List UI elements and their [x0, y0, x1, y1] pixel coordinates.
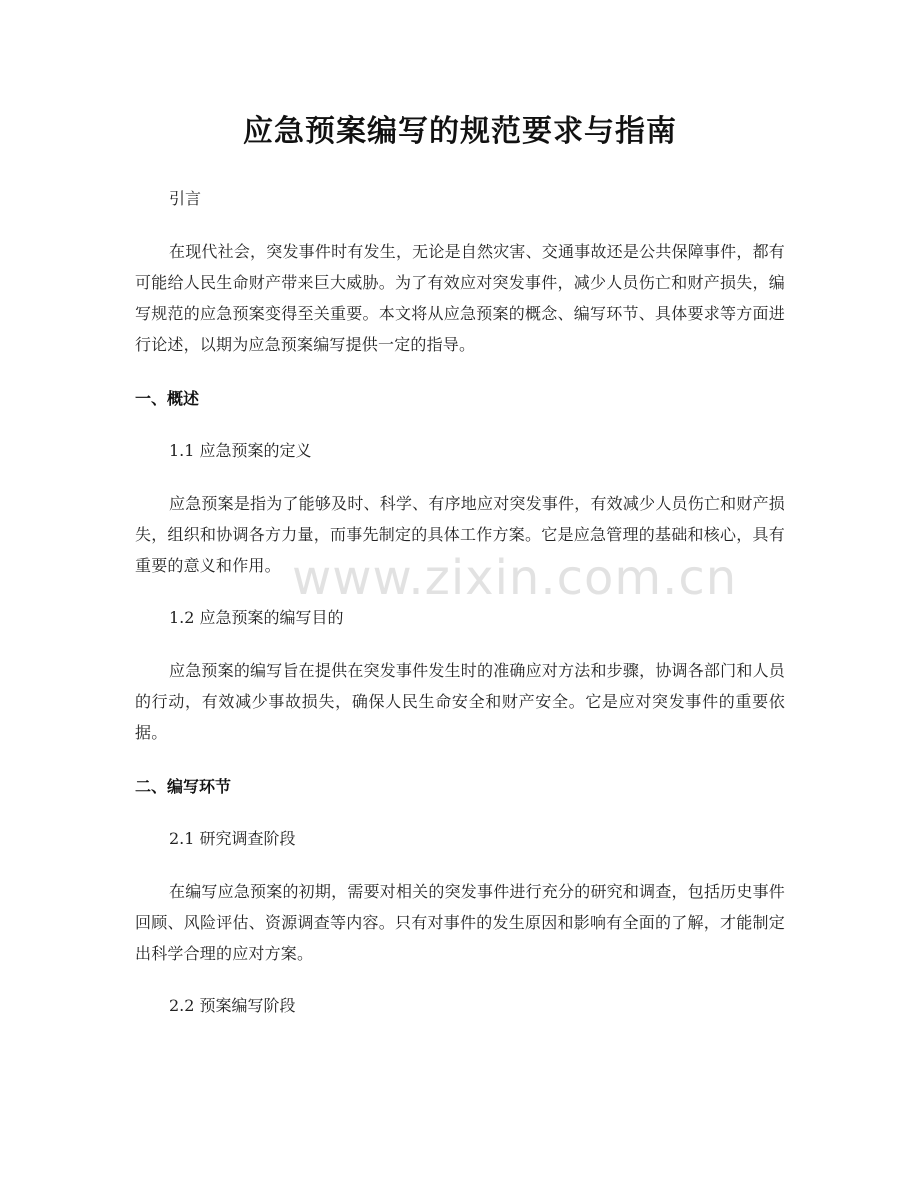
watermark-text: www.zixin.com.cn [292, 550, 738, 606]
intro-paragraph: 在现代社会，突发事件时有发生，无论是自然灾害、交通事故还是公共保障事件，都有可能给人民生命财产带来巨大威胁。为了有效应对突发事件，减少人员伤亡和财产损失，编写规范的应急预案变得至关重要。本文将从应急预案的概念、编写环节、具体要求等方面进行论述，以期为应急预案编写提供一定的指导。 [135, 242, 785, 354]
subsection-heading-2-2: 2.2 预案编写阶段 [169, 996, 296, 1015]
intro-label: 引言 [169, 189, 202, 208]
subsection-heading-1-2: 1.2 应急预案的编写目的 [169, 608, 344, 627]
subsection-heading-1-1: 1.1 应急预案的定义 [169, 441, 312, 460]
paragraph-2-1: 在编写应急预案的初期，需要对相关的突发事件进行充分的研究和调查，包括历史事件回顾、风险评估、资源调查等内容。只有对事件的发生原因和影响有全面的了解，才能制定出科学合理的应对方案。 [135, 882, 785, 963]
document-body [135, 108, 785, 1021]
document-title: 应急预案编写的规范要求与指南 [243, 114, 677, 149]
subsection-heading-2-1: 2.1 研究调查阶段 [169, 829, 296, 848]
section-heading-overview: 一、概述 [135, 389, 200, 408]
paragraph-1-1: 应急预案是指为了能够及时、科学、有序地应对突发事件，有效减少人员伤亡和财产损失，组织和协调各方力量，而事先制定的具体工作方案。它是应急管理的基础和核心，具有重要的意义和作用。 [135, 494, 785, 575]
section-heading-writing-steps: 二、编写环节 [135, 777, 232, 796]
paragraph-1-2: 应急预案的编写旨在提供在突发事件发生时的准确应对方法和步骤，协调各部门和人员的行动，有效减少事故损失，确保人民生命安全和财产安全。它是应对突发事件的重要依据。 [135, 661, 785, 742]
